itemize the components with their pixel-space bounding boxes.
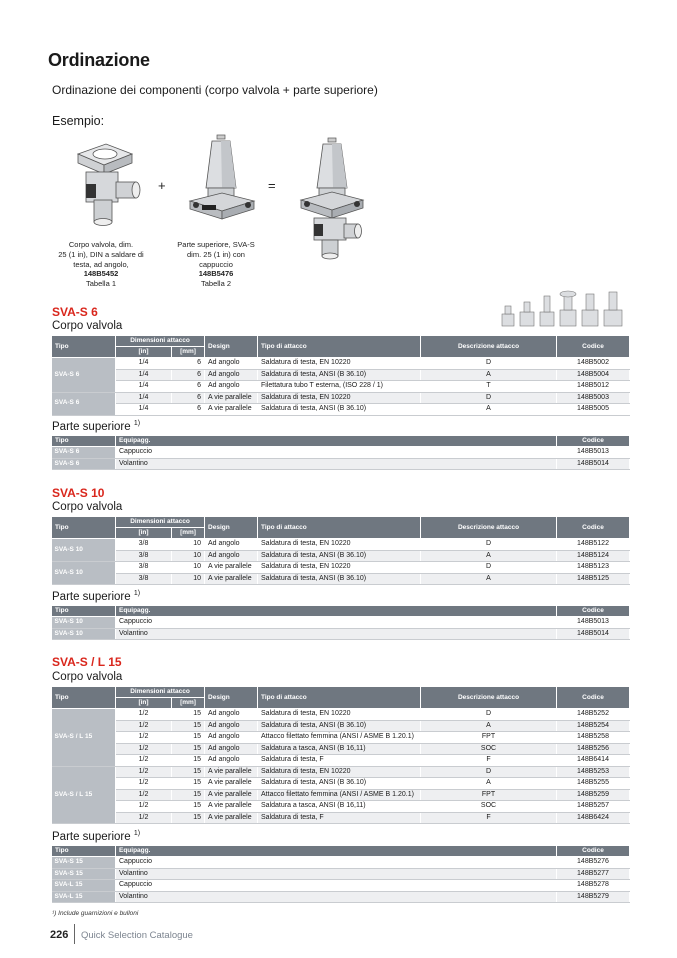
cell-size-mm: 10 [172, 539, 205, 551]
footnote-marker-number: 1 [133, 420, 138, 427]
cell-size-in: 1/2 [116, 755, 172, 767]
cell-design: Ad angolo [205, 755, 258, 767]
cell-size-in: 1/4 [116, 392, 172, 404]
header-equipagg: Equipagg. [116, 606, 557, 617]
table-sva-s-6-parts [51, 435, 630, 470]
cell-code: 148B5122 [557, 539, 630, 551]
table-row [52, 732, 630, 744]
cell-connection-code: SOC [421, 743, 557, 755]
cell-tipo: SVA-S / L 15 [52, 766, 116, 824]
cell-design: A vie parallele [205, 778, 258, 790]
cell-tipo: SVA-S / L 15 [52, 709, 116, 767]
cell-design: Ad angolo [205, 369, 258, 381]
cell-connection-code: SOC [421, 801, 557, 813]
cell-size-mm: 10 [172, 573, 205, 585]
cell-connection-code: A [421, 573, 557, 585]
table-sva-s-6-body [51, 335, 630, 416]
cell-code: 148B5277 [557, 868, 630, 880]
cell-size-mm: 15 [172, 789, 205, 801]
cell-code: 148B5014 [557, 458, 630, 470]
cell-code: 148B5254 [557, 720, 630, 732]
cell-code: 148B5257 [557, 801, 630, 813]
subtitle-corpo-valvola: Corpo valvola [52, 320, 123, 332]
cell-design: Ad angolo [205, 539, 258, 551]
assembled-valve-illustration [292, 136, 372, 266]
footnote-marker: 1) [133, 420, 141, 427]
cell-connection-type: Attacco filettato femmina (ANSI / ASME B 1.20.1) [258, 732, 421, 744]
caption-line: testa, ad angolo, [73, 259, 129, 269]
section-title-sva-s-10: SVA-S 10 [52, 486, 105, 500]
cell-size-in: 1/2 [116, 801, 172, 813]
cell-tipo: SVA-L 15 [52, 880, 116, 892]
caption-line: 25 (1 in), DIN a saldare di [58, 249, 144, 259]
header-in: [in] [116, 528, 172, 539]
cell-connection-type: Saldatura di testa, EN 10220 [258, 358, 421, 370]
cell-size-mm: 6 [172, 392, 205, 404]
section-title-sva-s-6: SVA-S 6 [52, 305, 98, 319]
caption-line: Corpo valvola, dim. [68, 240, 134, 249]
table-row [52, 755, 630, 767]
header-mm: [mm] [172, 698, 205, 709]
header-tipo: Tipo [52, 846, 116, 857]
header-descrizione: Descrizione attacco [421, 336, 557, 358]
table-row [52, 404, 630, 416]
cell-size-mm: 15 [172, 812, 205, 824]
table-row [52, 801, 630, 813]
cell-code: 148B5012 [557, 381, 630, 393]
cell-size-in: 1/2 [116, 732, 172, 744]
cell-size-mm: 15 [172, 766, 205, 778]
cell-code: 148B5013 [557, 617, 630, 629]
cell-size-in: 1/2 [116, 766, 172, 778]
subtitle-corpo-valvola: Corpo valvola [52, 501, 123, 513]
cell-connection-code: F [421, 755, 557, 767]
cell-code: 148B5278 [557, 880, 630, 892]
table-row [52, 447, 630, 459]
cell-connection-type: Saldatura di testa, ANSI (B 36.10) [258, 404, 421, 416]
footnote-marker-number: 1 [133, 590, 138, 597]
cell-connection-type: Saldatura di testa, EN 10220 [258, 392, 421, 404]
cell-design: Ad angolo [205, 743, 258, 755]
cell-size-mm: 15 [172, 755, 205, 767]
cell-connection-code: A [421, 550, 557, 562]
footnote-marker: 1) [133, 590, 141, 597]
cell-size-in: 3/8 [116, 562, 172, 574]
header-mm: [mm] [172, 528, 205, 539]
cell-connection-type: Saldatura di testa, EN 10220 [258, 766, 421, 778]
parte-superiore-label: Parte superiore [52, 590, 131, 603]
cell-design: A vie parallele [205, 766, 258, 778]
cell-design: A vie parallele [205, 562, 258, 574]
table-row [52, 550, 630, 562]
cell-tipo: SVA-L 15 [52, 891, 116, 903]
cell-code: 148B5252 [557, 709, 630, 721]
subtitle-parte-superiore [52, 830, 140, 843]
table-row [52, 868, 630, 880]
cell-connection-type: Saldatura di testa, ANSI (B 36.10) [258, 778, 421, 790]
cell-size-mm: 15 [172, 801, 205, 813]
cell-tipo: SVA-S 6 [52, 458, 116, 470]
caption-line: cappuccio [199, 259, 233, 269]
cell-tipo: SVA-S 10 [52, 617, 116, 629]
table-row [52, 458, 630, 470]
cell-code: 148B5005 [557, 404, 630, 416]
valve-body-illustration [60, 138, 150, 238]
caption-line: Parte superiore, SVA-S [177, 240, 255, 249]
header-tipo-attacco: Tipo di attacco [258, 336, 421, 358]
header-in: [in] [116, 347, 172, 358]
table-row [52, 743, 630, 755]
cell-design: Ad angolo [205, 720, 258, 732]
cell-size-in: 1/2 [116, 778, 172, 790]
cell-size-mm: 15 [172, 732, 205, 744]
header-codice: Codice [557, 517, 630, 539]
page-subtitle: Ordinazione dei componenti (corpo valvola + parte superiore) [52, 83, 378, 97]
cell-code: 148B5256 [557, 743, 630, 755]
table-sva-s-10-parts [51, 605, 630, 640]
cell-size-mm: 15 [172, 778, 205, 790]
cell-equipment: Volantino [116, 868, 557, 880]
cell-size-mm: 10 [172, 550, 205, 562]
cell-equipment: Cappuccio [116, 447, 557, 459]
table-row [52, 358, 630, 370]
cell-size-in: 1/2 [116, 709, 172, 721]
table-row [52, 720, 630, 732]
cell-connection-code: A [421, 778, 557, 790]
cell-size-in: 1/4 [116, 358, 172, 370]
cell-connection-code: F [421, 812, 557, 824]
header-codice: Codice [557, 606, 630, 617]
cell-connection-code: D [421, 392, 557, 404]
header-descrizione: Descrizione attacco [421, 517, 557, 539]
cell-tipo: SVA-S 10 [52, 628, 116, 640]
cell-equipment: Volantino [116, 628, 557, 640]
cell-size-in: 1/4 [116, 381, 172, 393]
cell-size-in: 3/8 [116, 550, 172, 562]
cell-design: A vie parallele [205, 789, 258, 801]
caption-code: 148B5452 [83, 269, 119, 279]
cell-design: Ad angolo [205, 358, 258, 370]
cell-connection-type: Saldatura di testa, EN 10220 [258, 562, 421, 574]
cell-connection-code: FPT [421, 732, 557, 744]
header-design: Design [205, 336, 258, 358]
cell-size-in: 1/2 [116, 743, 172, 755]
cell-design: Ad angolo [205, 709, 258, 721]
footnote: ¹) Include guarnizioni e bulloni [52, 910, 139, 917]
subtitle-corpo-valvola: Corpo valvola [52, 671, 123, 683]
cell-code: 148B5279 [557, 891, 630, 903]
table-sva-s-l-15-body [51, 686, 630, 824]
header-mm: [mm] [172, 347, 205, 358]
cell-code: 148B6424 [557, 812, 630, 824]
equals-sign: = [268, 178, 276, 193]
cell-tipo: SVA-S 15 [52, 857, 116, 869]
cell-code: 148B5002 [557, 358, 630, 370]
cell-equipment: Volantino [116, 458, 557, 470]
cell-code: 148B5124 [557, 550, 630, 562]
cell-size-mm: 6 [172, 381, 205, 393]
header-tipo: Tipo [52, 336, 116, 358]
table-row [52, 392, 630, 404]
table-row [52, 709, 630, 721]
header-equipagg: Equipagg. [116, 846, 557, 857]
table-row [52, 573, 630, 585]
caption-code: 148B5476 [198, 269, 234, 279]
cell-size-mm: 6 [172, 369, 205, 381]
cell-code: 148B5258 [557, 732, 630, 744]
cell-tipo: SVA-S 15 [52, 868, 116, 880]
cell-size-in: 1/4 [116, 369, 172, 381]
cell-code: 148B5276 [557, 857, 630, 869]
caption-top-part [170, 240, 262, 289]
cell-equipment: Cappuccio [116, 880, 557, 892]
cell-connection-type: Saldatura di testa, EN 10220 [258, 709, 421, 721]
subtitle-parte-superiore [52, 420, 140, 433]
table-row [52, 628, 630, 640]
cell-design: A vie parallele [205, 404, 258, 416]
cell-size-mm: 10 [172, 562, 205, 574]
cell-size-in: 1/2 [116, 812, 172, 824]
header-tipo: Tipo [52, 517, 116, 539]
table-row [52, 812, 630, 824]
header-tipo: Tipo [52, 687, 116, 709]
table-row [52, 880, 630, 892]
plus-sign: + [158, 178, 166, 193]
cell-tipo: SVA-S 10 [52, 562, 116, 585]
page-number: 226 [50, 929, 69, 941]
header-dimensioni: Dimensioni attacco [116, 517, 205, 528]
caption-table-ref: Tabella 1 [85, 279, 117, 289]
cell-tipo: SVA-S 6 [52, 358, 116, 393]
cell-connection-code: D [421, 766, 557, 778]
cell-connection-code: D [421, 562, 557, 574]
cell-code: 148B5123 [557, 562, 630, 574]
cell-size-in: 1/2 [116, 720, 172, 732]
header-tipo: Tipo [52, 436, 116, 447]
cell-size-in: 1/2 [116, 789, 172, 801]
cell-size-in: 1/4 [116, 404, 172, 416]
cell-connection-type: Filettatura tubo T esterna, (ISO 228 / 1) [258, 381, 421, 393]
parte-superiore-label: Parte superiore [52, 420, 131, 433]
table-row [52, 766, 630, 778]
header-descrizione: Descrizione attacco [421, 687, 557, 709]
cell-equipment: Volantino [116, 891, 557, 903]
product-family-illustration [498, 288, 630, 332]
cell-size-in: 3/8 [116, 539, 172, 551]
header-in: [in] [116, 698, 172, 709]
cell-code: 148B5003 [557, 392, 630, 404]
header-codice: Codice [557, 436, 630, 447]
table-row [52, 369, 630, 381]
cell-size-mm: 15 [172, 720, 205, 732]
caption-valve-body [56, 240, 146, 289]
cell-code: 148B5259 [557, 789, 630, 801]
cell-connection-type: Saldatura di testa, ANSI (B 36.10) [258, 720, 421, 732]
cell-size-mm: 6 [172, 404, 205, 416]
cell-connection-code: A [421, 369, 557, 381]
footnote-marker-number: 1 [133, 830, 138, 837]
cell-design: Ad angolo [205, 732, 258, 744]
caption-line: dim. 25 (1 in) con [187, 249, 245, 259]
cell-connection-type: Saldatura di testa, EN 10220 [258, 539, 421, 551]
cell-connection-code: T [421, 381, 557, 393]
cell-connection-type: Saldatura di testa, F [258, 812, 421, 824]
header-dimensioni: Dimensioni attacco [116, 687, 205, 698]
example-label: Esempio: [52, 114, 105, 128]
cell-connection-code: FPT [421, 789, 557, 801]
cell-connection-code: D [421, 709, 557, 721]
header-tipo-attacco: Tipo di attacco [258, 517, 421, 539]
cell-code: 148B5013 [557, 447, 630, 459]
catalogue-name: Quick Selection Catalogue [81, 930, 193, 941]
cell-connection-code: A [421, 404, 557, 416]
page-divider [74, 924, 75, 944]
header-codice: Codice [557, 687, 630, 709]
cell-connection-code: D [421, 539, 557, 551]
table-row [52, 381, 630, 393]
cell-code: 148B5004 [557, 369, 630, 381]
cell-design: Ad angolo [205, 381, 258, 393]
header-dimensioni: Dimensioni attacco [116, 336, 205, 347]
cell-connection-type: Saldatura a tasca, ANSI (B 16,11) [258, 743, 421, 755]
top-part-illustration [182, 133, 262, 233]
cell-code: 148B5253 [557, 766, 630, 778]
table-row [52, 789, 630, 801]
cell-size-mm: 15 [172, 743, 205, 755]
header-tipo: Tipo [52, 606, 116, 617]
cell-connection-type: Saldatura di testa, F [258, 755, 421, 767]
cell-connection-code: A [421, 720, 557, 732]
table-row [52, 617, 630, 629]
table-row [52, 857, 630, 869]
cell-connection-code: D [421, 358, 557, 370]
cell-design: A vie parallele [205, 392, 258, 404]
header-design: Design [205, 687, 258, 709]
cell-code: 148B5255 [557, 778, 630, 790]
cell-equipment: Cappuccio [116, 857, 557, 869]
cell-code: 148B5125 [557, 573, 630, 585]
cell-connection-type: Saldatura di testa, ANSI (B 36.10) [258, 573, 421, 585]
cell-tipo: SVA-S 10 [52, 539, 116, 562]
header-design: Design [205, 517, 258, 539]
section-title-sva-s-l-15: SVA-S / L 15 [52, 655, 122, 669]
table-sva-s-l-15-parts [51, 845, 630, 903]
cell-equipment: Cappuccio [116, 617, 557, 629]
table-sva-s-10-body [51, 516, 630, 585]
cell-connection-type: Attacco filettato femmina (ANSI / ASME B 1.20.1) [258, 789, 421, 801]
cell-design: A vie parallele [205, 812, 258, 824]
subtitle-parte-superiore [52, 590, 140, 603]
table-row [52, 562, 630, 574]
cell-tipo: SVA-S 6 [52, 447, 116, 459]
cell-connection-type: Saldatura di testa, ANSI (B 36.10) [258, 369, 421, 381]
cell-design: A vie parallele [205, 573, 258, 585]
cell-tipo: SVA-S 6 [52, 392, 116, 415]
cell-design: Ad angolo [205, 550, 258, 562]
cell-connection-type: Saldatura a tasca, ANSI (B 16,11) [258, 801, 421, 813]
cell-size-mm: 15 [172, 709, 205, 721]
page-title: Ordinazione [48, 50, 150, 70]
cell-code: 148B6414 [557, 755, 630, 767]
header-codice: Codice [557, 846, 630, 857]
cell-code: 148B5014 [557, 628, 630, 640]
table-row [52, 891, 630, 903]
table-row [52, 778, 630, 790]
cell-design: A vie parallele [205, 801, 258, 813]
table-row [52, 539, 630, 551]
cell-connection-type: Saldatura di testa, ANSI (B 36.10) [258, 550, 421, 562]
footnote-marker: 1) [133, 830, 141, 837]
caption-table-ref: Tabella 2 [200, 279, 232, 289]
header-tipo-attacco: Tipo di attacco [258, 687, 421, 709]
cell-size-mm: 6 [172, 358, 205, 370]
parte-superiore-label: Parte superiore [52, 830, 131, 843]
cell-size-in: 3/8 [116, 573, 172, 585]
header-codice: Codice [557, 336, 630, 358]
header-equipagg: Equipagg. [116, 436, 557, 447]
